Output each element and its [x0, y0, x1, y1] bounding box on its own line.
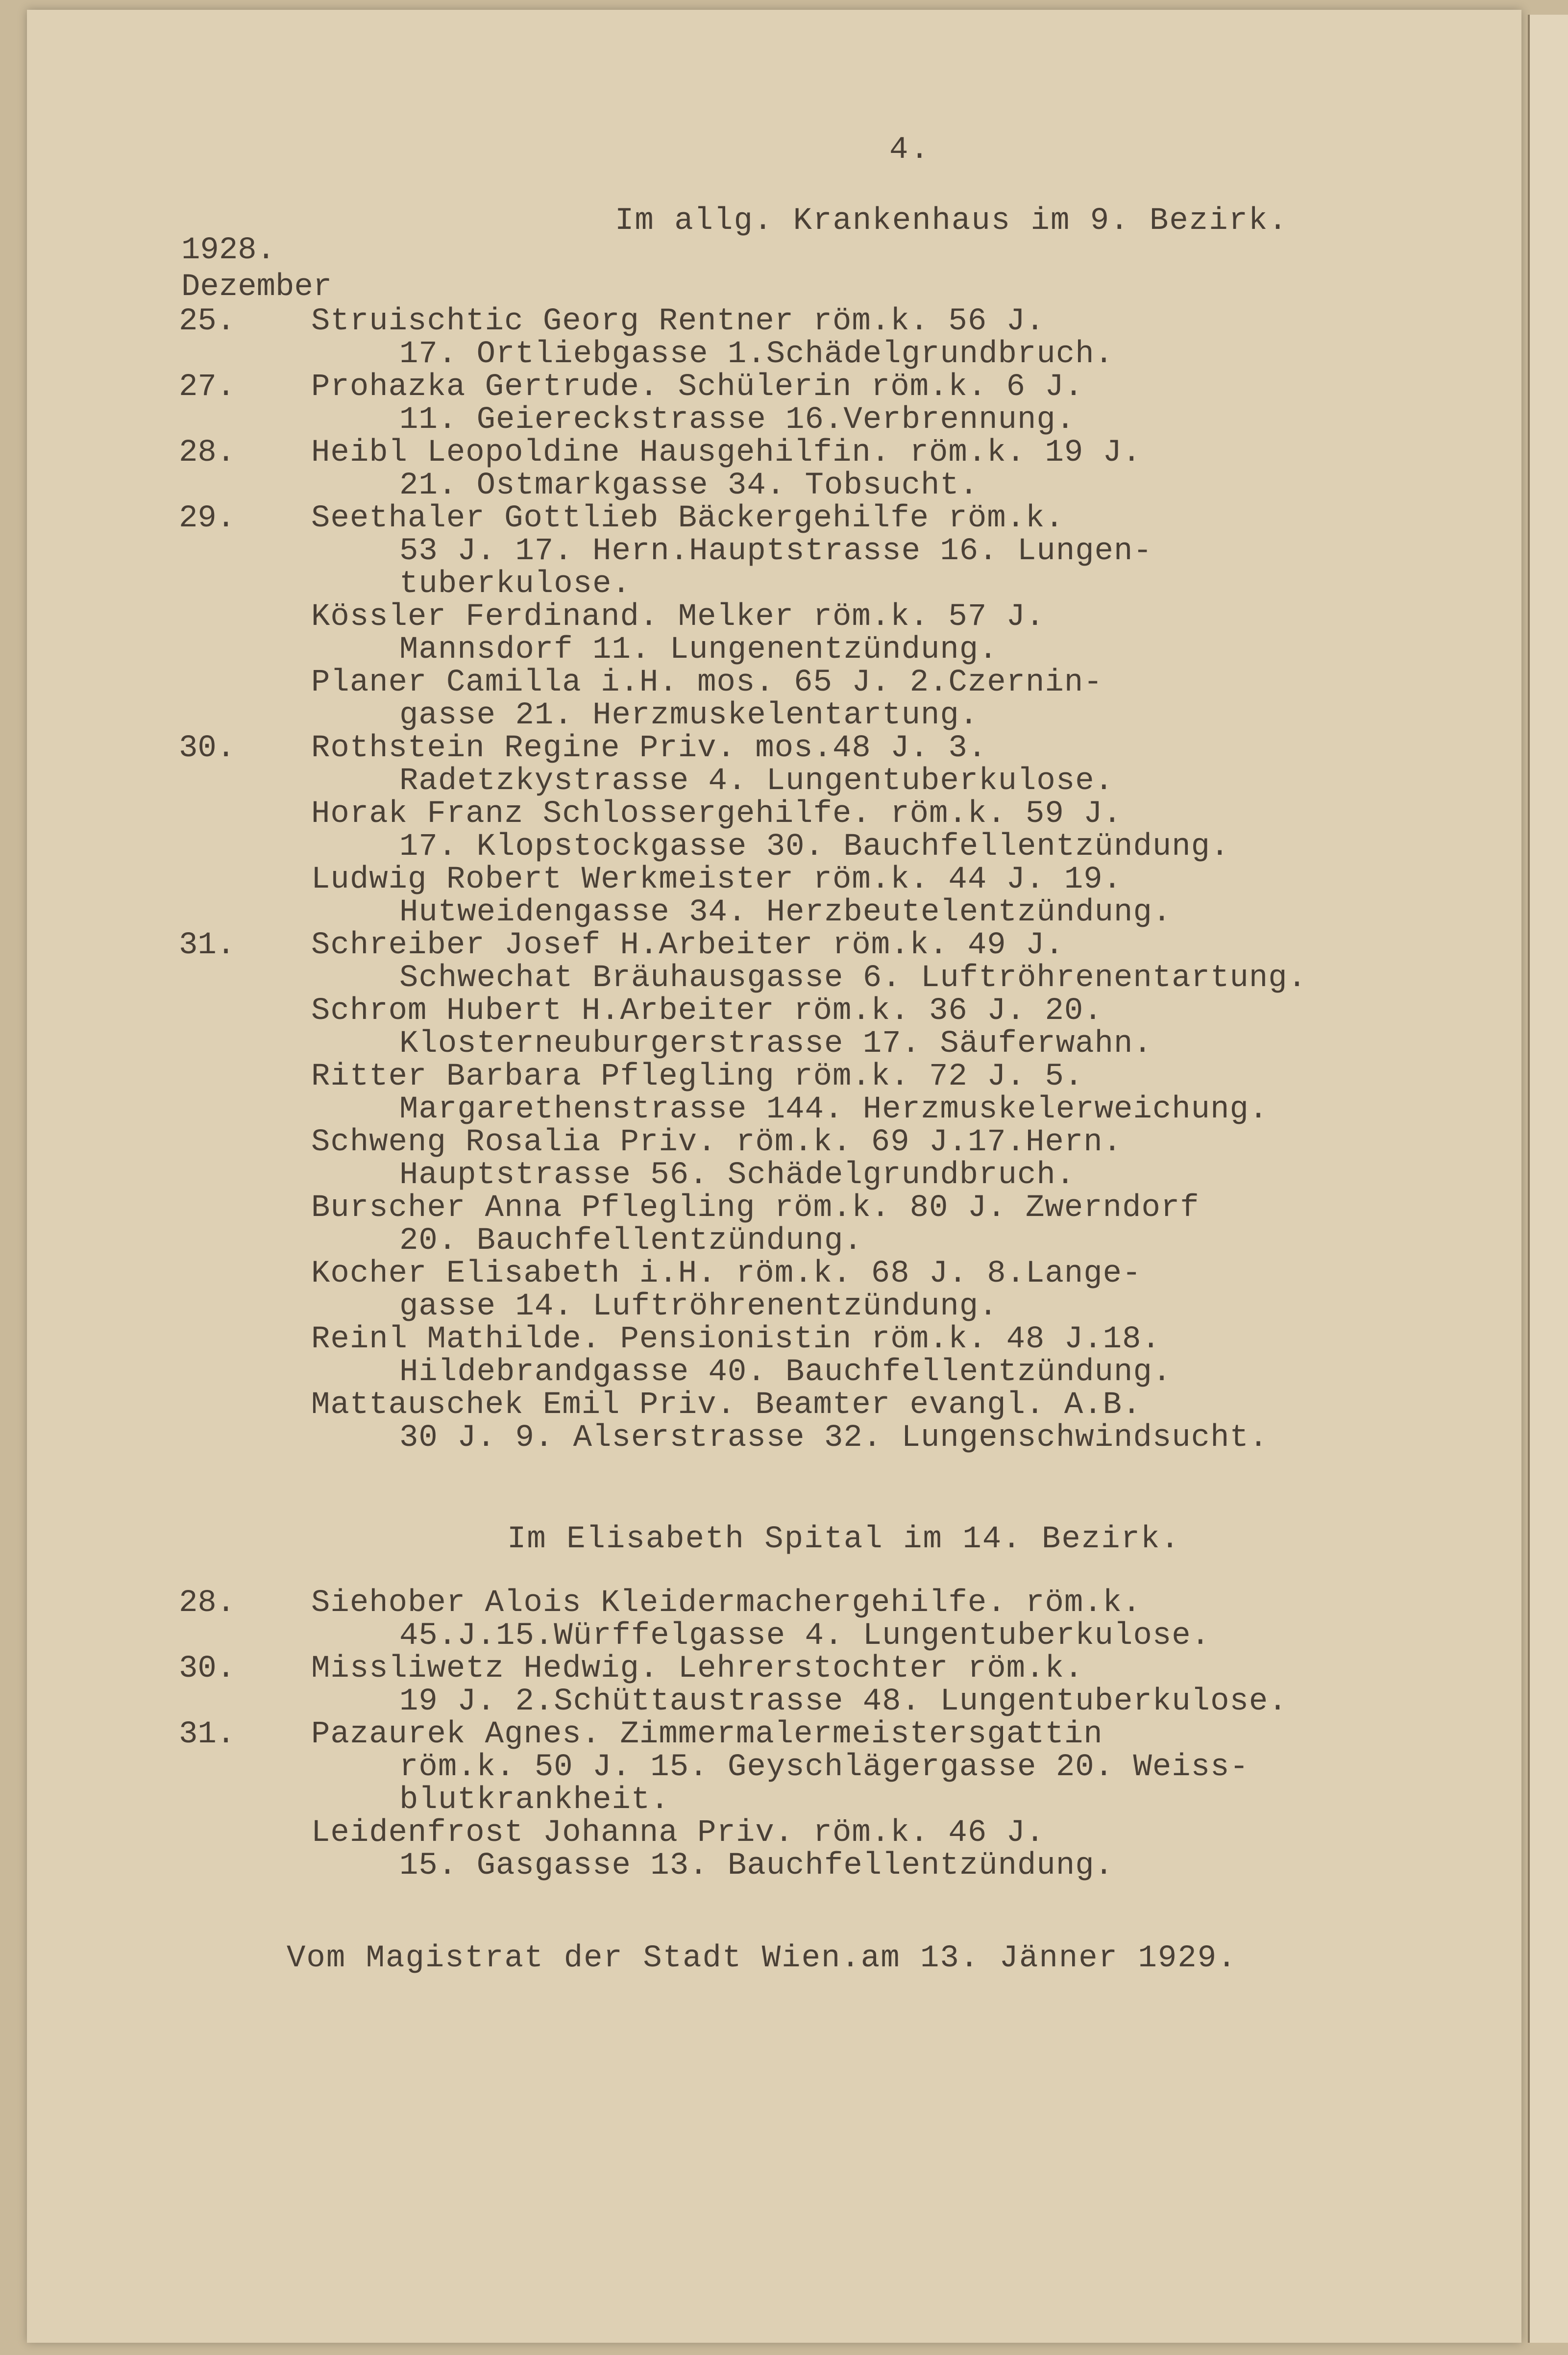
entry-continuation-line: 15. Gasgasse 13. Bauchfellentzündung. — [399, 1848, 1114, 1884]
entry-date: 30. — [179, 731, 236, 766]
section-heading-elisabeth-spital: Im Elisabeth Spital im 14. Bezirk. — [507, 1522, 1180, 1557]
entry-continuation-line: Radetzkystrasse 4. Lungentuberkulose. — [399, 764, 1114, 799]
entry-first-line: Siehober Alois Kleidermachergehilfe. röm.k. — [311, 1586, 1142, 1621]
entry-continuation-line: Hildebrandgasse 40. Bauchfellentzündung. — [399, 1355, 1172, 1390]
entry-first-line: Mattauschek Emil Priv. Beamter evangl. A.B. — [311, 1388, 1142, 1423]
entry-first-line: Prohazka Gertrude. Schülerin röm.k. 6 J. — [311, 370, 1084, 405]
entry-continuation-line: Schwechat Bräuhausgasse 6. Luftröhrenentartung. — [399, 961, 1307, 996]
entry-continuation-line: Margarethenstrasse 144. Herzmuskelerweichung. — [399, 1092, 1269, 1127]
entry-date: 31. — [179, 928, 236, 963]
entry-first-line: Schrom Hubert H.Arbeiter röm.k. 36 J. 20. — [311, 993, 1103, 1029]
year-label: 1928. — [181, 233, 276, 268]
entry-continuation-line: 11. Geiereckstrasse 16.Verbrennung. — [399, 402, 1076, 438]
entry-continuation-line: Hutweidengasse 34. Herzbeutelentzündung. — [399, 895, 1172, 930]
entry-date: 25. — [179, 304, 236, 339]
next-page-edge — [1528, 15, 1568, 2343]
entry-first-line: Schweng Rosalia Priv. röm.k. 69 J.17.Hern. — [311, 1125, 1123, 1160]
entry-first-line: Planer Camilla i.H. mos. 65 J. 2.Czernin- — [311, 665, 1103, 700]
entry-first-line: Struischtic Georg Rentner röm.k. 56 J. — [311, 304, 1045, 339]
entry-date: 31. — [179, 1717, 236, 1752]
entry-continuation-line: 19 J. 2.Schüttaustrasse 48. Lungentuberkulose. — [399, 1684, 1288, 1719]
entry-date: 28. — [179, 435, 236, 471]
entry-first-line: Leidenfrost Johanna Priv. röm.k. 46 J. — [311, 1815, 1045, 1851]
entry-continuation-line: 53 J. 17. Hern.Hauptstrasse 16. Lungen- — [399, 534, 1152, 569]
month-label: Dezember — [181, 270, 332, 305]
entry-date: 30. — [179, 1651, 236, 1686]
entry-first-line: Kössler Ferdinand. Melker röm.k. 57 J. — [311, 599, 1045, 635]
entry-continuation-line: Hauptstrasse 56. Schädelgrundbruch. — [399, 1158, 1076, 1193]
entry-continuation-line: 30 J. 9. Alserstrasse 32. Lungenschwindsucht. — [399, 1420, 1269, 1456]
entry-first-line: Reinl Mathilde. Pensionistin röm.k. 48 J.18. — [311, 1322, 1161, 1357]
entry-first-line: Burscher Anna Pflegling röm.k. 80 J. Zwerndorf — [311, 1190, 1200, 1226]
entry-continuation-line: gasse 21. Herzmuskelentartung. — [399, 698, 979, 733]
entry-continuation-line: Klosterneuburgerstrasse 17. Säuferwahn. — [399, 1026, 1152, 1062]
entry-first-line: Rothstein Regine Priv. mos.48 J. 3. — [311, 731, 987, 766]
entry-first-line: Heibl Leopoldine Hausgehilfin. röm.k. 19 J. — [311, 435, 1142, 471]
entry-continuation-line: blutkrankheit. — [399, 1783, 670, 1818]
entry-continuation-line: gasse 14. Luftröhrenentzündung. — [399, 1289, 998, 1324]
entry-continuation-line: röm.k. 50 J. 15. Geyschlägergasse 20. Weiss- — [399, 1750, 1249, 1785]
document-page — [27, 10, 1521, 2343]
entry-first-line: Horak Franz Schlossergehilfe. röm.k. 59 J. — [311, 796, 1123, 832]
closing-signature-line: Vom Magistrat der Stadt Wien.am 13. Jänner 1929. — [287, 1941, 1237, 1976]
entry-continuation-line: 21. Ostmarkgasse 34. Tobsucht. — [399, 468, 979, 503]
entry-date: 29. — [179, 501, 236, 536]
entry-first-line: Pazaurek Agnes. Zimmermalermeistersgattin — [311, 1717, 1103, 1752]
entry-continuation-line: 17. Klopstockgasse 30. Bauchfellentzündung. — [399, 829, 1230, 865]
entry-first-line: Schreiber Josef H.Arbeiter röm.k. 49 J. — [311, 928, 1064, 963]
entry-first-line: Ritter Barbara Pflegling röm.k. 72 J. 5. — [311, 1059, 1084, 1094]
entry-date: 28. — [179, 1586, 236, 1621]
entry-continuation-line: 45.J.15.Würffelgasse 4. Lungentuberkulose. — [399, 1618, 1211, 1654]
entry-first-line: Ludwig Robert Werkmeister röm.k. 44 J. 19. — [311, 862, 1123, 897]
entry-continuation-line: Mannsdorf 11. Lungenentzündung. — [399, 632, 998, 668]
entry-first-line: Missliwetz Hedwig. Lehrerstochter röm.k. — [311, 1651, 1084, 1686]
entry-continuation-line: 20. Bauchfellentzündung. — [399, 1223, 863, 1259]
entry-date: 27. — [179, 370, 236, 405]
entry-continuation-line: 17. Ortliebgasse 1.Schädelgrundbruch. — [399, 337, 1114, 372]
section-heading-krankenhaus: Im allg. Krankenhaus im 9. Bezirk. — [615, 203, 1288, 239]
entry-continuation-line: tuberkulose. — [399, 567, 631, 602]
page-number: 4. — [889, 132, 931, 168]
entry-first-line: Seethaler Gottlieb Bäckergehilfe röm.k. — [311, 501, 1064, 536]
entry-first-line: Kocher Elisabeth i.H. röm.k. 68 J. 8.Lange- — [311, 1256, 1142, 1291]
